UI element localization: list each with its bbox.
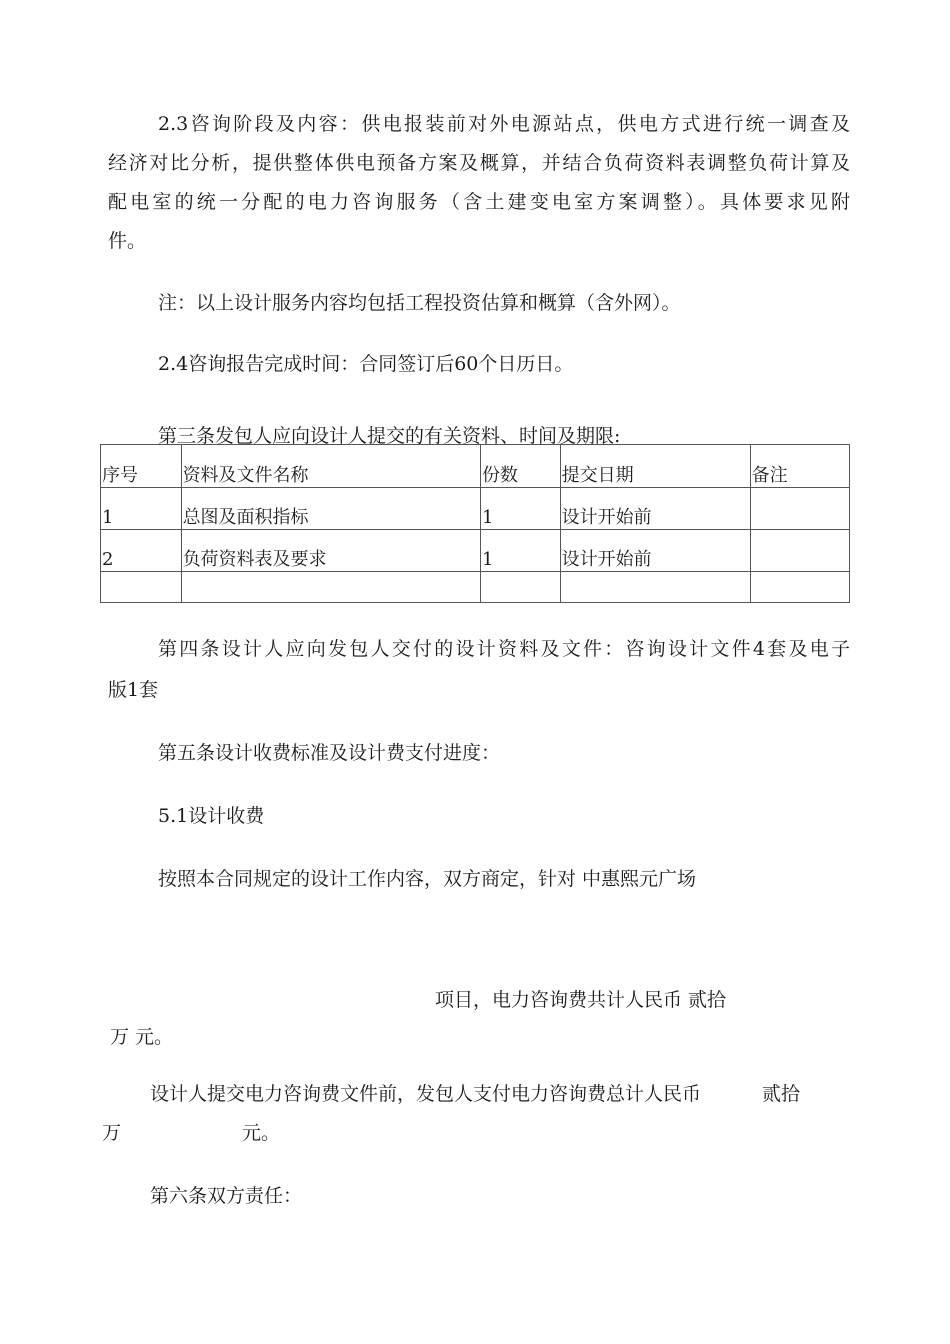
article-3-heading: 第三条发包人应向设计人提交的有关资料、时间及期限: <box>158 425 621 447</box>
payment-amount: 贰拾 <box>762 1083 801 1105</box>
table-header-cell: 序号 <box>101 445 182 488</box>
table-header-cell: 资料及文件名称 <box>181 445 480 488</box>
table-row <box>101 530 850 572</box>
table-header-cell: 备注 <box>750 445 849 488</box>
table-cell <box>101 572 182 603</box>
submission-table <box>100 444 850 603</box>
table-cell: 1 <box>101 488 182 530</box>
table-cell <box>750 530 849 572</box>
table-header-row <box>101 445 850 488</box>
table-cell <box>750 488 849 530</box>
fee-paragraph-line-1: 按照本合同规定的设计工作内容，双方商定，针对 中惠熙元广场 <box>158 868 697 890</box>
table-cell: 1 <box>481 488 561 530</box>
table-cell: 设计开始前 <box>560 530 750 572</box>
table-cell <box>481 572 561 603</box>
table-cell <box>181 572 480 603</box>
table-cell <box>560 572 750 603</box>
table-row <box>101 488 850 530</box>
section-2-3-line-4: 件。 <box>108 230 147 252</box>
payment-paragraph-line-1: 设计人提交电力咨询费文件前，发包人支付电力咨询费总计人民币 <box>150 1083 702 1105</box>
table-cell <box>750 572 849 603</box>
table-cell: 总图及面积指标 <box>181 488 480 530</box>
table-header-cell: 提交日期 <box>560 445 750 488</box>
section-2-4: 2.4咨询报告完成时间：合同签订后60个日历日。 <box>158 353 574 375</box>
section-2-3-line-2: 经济对比分析，提供整体供电预备方案及概算，并结合负荷资料表调整负荷计算及 <box>108 152 850 174</box>
section-2-3-line-3: 配电室的统一分配的电力咨询服务（含土建变电室方案调整）。具体要求见附 <box>108 191 850 213</box>
note-text: 注：以上设计服务内容均包括工程投资估算和概算（含外网）。 <box>158 292 681 314</box>
table-header-cell: 份数 <box>481 445 561 488</box>
section-2-3-line-1: 2.3咨询阶段及内容：供电报装前对外电源站点，供电方式进行统一调查及 <box>158 113 850 135</box>
fee-paragraph-line-2: 项目，电力咨询费共计人民币 贰拾 <box>435 989 727 1011</box>
payment-unit-yuan: 元。 <box>242 1122 281 1144</box>
table-cell: 1 <box>481 530 561 572</box>
table-cell: 2 <box>101 530 182 572</box>
article-4-line-2: 版1套 <box>108 679 159 701</box>
article-6-heading: 第六条双方责任： <box>150 1185 303 1207</box>
payment-unit-wan: 万 <box>102 1122 122 1144</box>
article-5-heading: 第五条设计收费标准及设计费支付进度： <box>158 742 501 764</box>
fee-paragraph-line-3: 万 元。 <box>110 1026 174 1048</box>
table-row <box>101 572 850 603</box>
section-5-1: 5.1设计收费 <box>158 805 265 827</box>
table-cell: 负荷资料表及要求 <box>181 530 480 572</box>
table-cell: 设计开始前 <box>560 488 750 530</box>
article-4-line-1: 第四条设计人应向发包人交付的设计资料及文件：咨询设计文件4套及电子 <box>158 638 850 660</box>
